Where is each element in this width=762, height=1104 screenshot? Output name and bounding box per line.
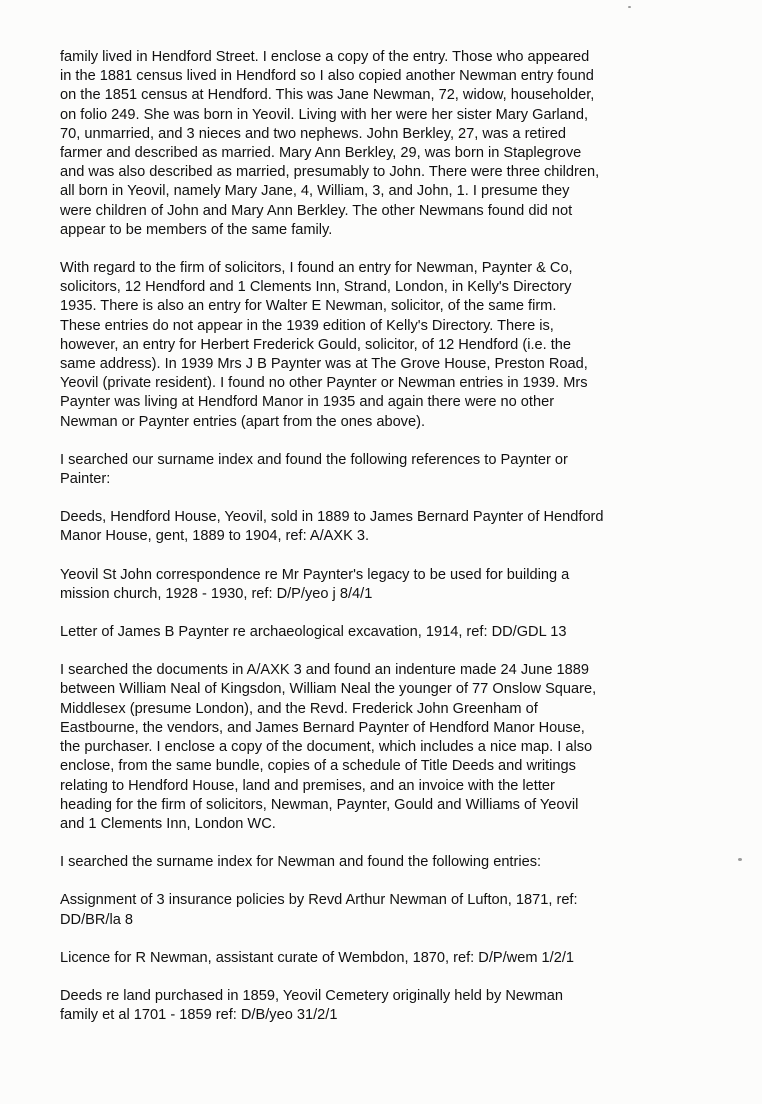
text-line: family lived in Hendford Street. I enclose a copy of the entry. Those who appeared	[60, 49, 590, 65]
text-line: enclose, from the same bundle, copies of a schedule of Title Deeds and writings	[60, 758, 576, 775]
text-line: Painter:	[60, 471, 111, 488]
text-line: all born in Yeovil, namely Mary Jane, 4, William, 3, and John, 1. I presume they	[60, 183, 570, 200]
paragraph	[60, 48, 720, 240]
text-line: Middlesex (presume London), and the Revd. Frederick John Greenham of	[60, 700, 538, 717]
text-line: relating to Hendford House, land and premises, and an invoice with the letter	[60, 777, 555, 794]
paragraph	[60, 508, 720, 546]
text-line: appear to be members of the same family.	[60, 221, 333, 238]
paragraph	[60, 987, 720, 1025]
paragraph	[60, 451, 720, 489]
text-line: Deeds, Hendford House, Yeovil, sold in 1889 to James Bernard Paynter of Hendford	[60, 509, 604, 526]
text-line: the purchaser. I enclose a copy of the document, which includes a nice map. I also	[60, 739, 593, 756]
text-line: These entries do not appear in the 1939 edition of Kelly's Directory. There is,	[60, 317, 554, 334]
text-line: and was also described as married, presumably to John. There were three children,	[60, 164, 600, 181]
text-line: With regard to the firm of solicitors, I found an entry for Newman, Paynter & Co,	[60, 260, 573, 277]
text-line: on the 1851 census at Hendford. This was Jane Newman, 72, widow, householder,	[60, 87, 595, 104]
text-line: were children of John and Mary Ann Berkley. The other Newmans found did not	[60, 202, 573, 219]
text-line: Yeovil (private resident). I found no other Paynter or Newman entries in 1939. Mrs	[60, 375, 588, 392]
paragraph	[60, 949, 720, 968]
text-line: mission church, 1928 - 1930, ref: D/P/yeo j 8/4/1	[60, 585, 373, 602]
text-line: Deeds re land purchased in 1859, Yeovil Cemetery originally held by Newman	[60, 987, 563, 1004]
text-line: however, an entry for Herbert Frederick Gould, solicitor, of 12 Hendford (i.e. the	[60, 336, 572, 353]
text-line: between William Neal of Kingsdon, William Neal the younger of 77 Onslow Square,	[60, 681, 597, 698]
text-line: same address). In 1939 Mrs J B Paynter was at The Grove House, Preston Road,	[60, 356, 588, 373]
text-line: heading for the firm of solicitors, Newman, Paynter, Gould and Williams of Yeovil	[60, 796, 579, 813]
text-line: I searched the surname index for Newman and found the following entries:	[60, 854, 542, 871]
paragraph	[60, 853, 720, 872]
scan-speck	[628, 6, 631, 8]
text-line: on folio 249. She was born in Yeovil. Living with her were her sister Mary Garland,	[60, 106, 589, 123]
paragraph	[60, 891, 720, 929]
text-line: 1935. There is also an entry for Walter E Newman, solicitor, of the same firm.	[60, 298, 557, 315]
text-line: Eastbourne, the vendors, and James Bernard Paynter of Hendford Manor House,	[60, 719, 585, 736]
text-line: 70, unmarried, and 3 nieces and two nephews. John Berkley, 27, was a retired	[60, 125, 566, 142]
text-line: Manor House, gent, 1889 to 1904, ref: A/AXK 3.	[60, 528, 370, 545]
text-line: Newman or Paynter entries (apart from the ones above).	[60, 413, 426, 430]
text-line: I searched our surname index and found the following references to Paynter or	[60, 451, 568, 468]
text-line: Yeovil St John correspondence re Mr Paynter's legacy to be used for building a	[60, 566, 570, 583]
text-line: family et al 1701 - 1859 ref: D/B/yeo 31/2/1	[60, 1007, 338, 1024]
text-line: Paynter was living at Hendford Manor in 1935 and again there were no other	[60, 394, 555, 411]
paragraph	[60, 661, 720, 834]
text-line: solicitors, 12 Hendford and 1 Clements Inn, Strand, London, in Kelly's Directory	[60, 279, 572, 296]
text-line: farmer and described as married. Mary Ann Berkley, 29, was born in Staplegrove	[60, 145, 582, 162]
paragraph	[60, 566, 720, 604]
text-line: Letter of James B Paynter re archaeological excavation, 1914, ref: DD/GDL 13	[60, 624, 567, 641]
text-line: in the 1881 census lived in Hendford so I also copied another Newman entry found	[60, 68, 594, 85]
scan-speck	[738, 858, 742, 861]
text-line: and 1 Clements Inn, London WC.	[60, 815, 276, 832]
text-line: I searched the documents in A/AXK 3 and found an indenture made 24 June 1889	[60, 662, 589, 679]
text-line: DD/BR/la 8	[60, 911, 133, 928]
text-line: Licence for R Newman, assistant curate of Wembdon, 1870, ref: D/P/wem 1/2/1	[60, 949, 574, 966]
paragraph	[60, 259, 720, 432]
paragraph	[60, 623, 720, 642]
letter-body	[60, 48, 720, 1044]
text-line: Assignment of 3 insurance policies by Revd Arthur Newman of Lufton, 1871, ref:	[60, 892, 578, 909]
